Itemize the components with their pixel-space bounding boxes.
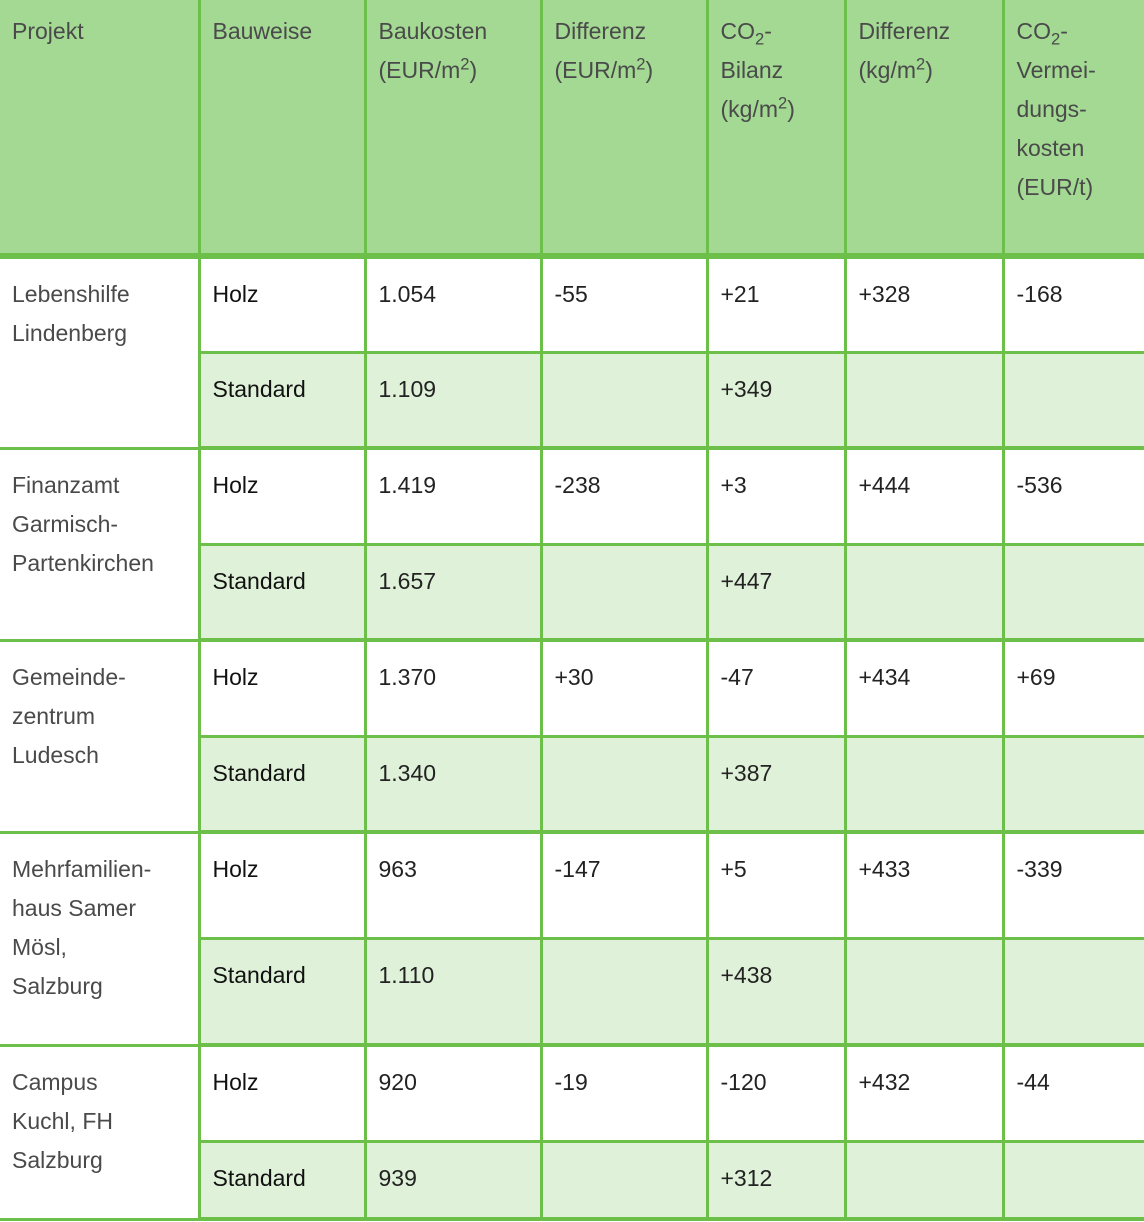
header-vermeidungskosten: $CO_2-$ Vermei- dungs- kosten (EUR/t) xyxy=(1003,0,1144,256)
project-name-line: Mehrfamilien- xyxy=(12,855,152,882)
cell-vermeidung: -536 xyxy=(1003,448,1144,544)
cell-vermeidung xyxy=(1003,544,1144,640)
cell-bauweise: Holz xyxy=(199,832,365,938)
project-name-line: Salzburg xyxy=(12,1146,103,1173)
table-row xyxy=(0,448,1144,544)
cell-differenz-eur xyxy=(541,544,707,640)
cell-co2-bilanz: +438 xyxy=(707,938,845,1045)
cell-vermeidung: -339 xyxy=(1003,832,1144,938)
cell-vermeidung: -44 xyxy=(1003,1045,1144,1141)
cell-differenz-kg xyxy=(845,736,1003,832)
project-name-line: Garmisch- xyxy=(12,510,119,537)
table-body xyxy=(0,256,1144,1219)
cell-co2-bilanz: -120 xyxy=(707,1045,845,1141)
cell-bauweise: Standard xyxy=(199,736,365,832)
cell-differenz-kg: +444 xyxy=(845,448,1003,544)
cell-baukosten: 1.657 xyxy=(365,544,541,640)
cell-bauweise: Holz xyxy=(199,640,365,736)
cell-differenz-kg xyxy=(845,544,1003,640)
cell-differenz-kg xyxy=(845,352,1003,448)
cell-vermeidung xyxy=(1003,352,1144,448)
header-projekt: Projekt xyxy=(0,0,199,256)
header-co2-bilanz: $CO_2-$ Bilanz $(kg/m^2)$ xyxy=(707,0,845,256)
cell-co2-bilanz: +5 xyxy=(707,832,845,938)
project-name-line: zentrum xyxy=(12,702,96,729)
cell-baukosten: 1.340 xyxy=(365,736,541,832)
cell-differenz-kg: +434 xyxy=(845,640,1003,736)
cell-vermeidung xyxy=(1003,938,1144,1045)
table-row xyxy=(0,256,1144,352)
project-name-cell xyxy=(0,640,199,832)
header-differenz-kg: Differenz $(kg/m^2)$ xyxy=(845,0,1003,256)
cell-differenz-eur xyxy=(541,736,707,832)
cell-differenz-eur xyxy=(541,352,707,448)
cell-baukosten: 1.110 xyxy=(365,938,541,1045)
cell-bauweise: Standard xyxy=(199,352,365,448)
cell-co2-bilanz: -47 xyxy=(707,640,845,736)
cell-baukosten: 1.054 xyxy=(365,256,541,352)
cell-differenz-kg: +432 xyxy=(845,1045,1003,1141)
cell-bauweise: Holz xyxy=(199,448,365,544)
header-bauweise: Bauweise xyxy=(199,0,365,256)
cell-co2-bilanz: +312 xyxy=(707,1141,845,1219)
project-name-cell xyxy=(0,1045,199,1219)
project-name-line: Lindenberg xyxy=(12,320,128,346)
project-name-line: Mösl, xyxy=(12,933,67,960)
cell-co2-bilanz: +3 xyxy=(707,448,845,544)
project-name-line: Ludesch xyxy=(12,741,99,768)
cell-differenz-kg: +328 xyxy=(845,256,1003,352)
cell-differenz-eur xyxy=(541,938,707,1045)
table-row xyxy=(0,1045,1144,1141)
project-name-cell xyxy=(0,448,199,640)
cell-baukosten: 1.109 xyxy=(365,352,541,448)
cell-baukosten: 939 xyxy=(365,1141,541,1219)
header-differenz-eur: Differenz $(EUR/m^2)$ xyxy=(541,0,707,256)
project-name-cell xyxy=(0,256,199,448)
cell-vermeidung xyxy=(1003,1141,1144,1219)
project-name-cell xyxy=(0,832,199,1045)
cell-vermeidung: +69 xyxy=(1003,640,1144,736)
cell-co2-bilanz: +447 xyxy=(707,544,845,640)
cell-baukosten: 1.370 xyxy=(365,640,541,736)
cell-differenz-eur: +30 xyxy=(541,640,707,736)
cell-co2-bilanz: +349 xyxy=(707,352,845,448)
project-name-line: Kuchl, FH xyxy=(12,1107,113,1134)
cell-baukosten: 963 xyxy=(365,832,541,938)
cell-differenz-eur: -19 xyxy=(541,1045,707,1141)
cell-vermeidung xyxy=(1003,736,1144,832)
cell-differenz-eur xyxy=(541,1141,707,1219)
cell-bauweise: Holz xyxy=(199,256,365,352)
cell-differenz-kg xyxy=(845,938,1003,1045)
cell-bauweise: Standard xyxy=(199,1141,365,1219)
cell-co2-bilanz: +387 xyxy=(707,736,845,832)
table-row xyxy=(0,640,1144,736)
cell-bauweise: Standard xyxy=(199,938,365,1045)
cell-baukosten: 920 xyxy=(365,1045,541,1141)
project-name-line: Finanzamt xyxy=(12,471,120,498)
header-row xyxy=(0,0,1144,256)
cell-differenz-eur: -147 xyxy=(541,832,707,938)
project-name-line: Partenkirchen xyxy=(12,549,154,576)
cell-differenz-eur: -238 xyxy=(541,448,707,544)
cell-vermeidung: -168 xyxy=(1003,256,1144,352)
cell-co2-bilanz: +21 xyxy=(707,256,845,352)
header-baukosten: Baukosten $(EUR/m^2)$ xyxy=(365,0,541,256)
project-name-line: Campus xyxy=(12,1068,98,1095)
project-name-line: Lebenshilfe xyxy=(12,281,130,307)
project-name-line: Gemeinde- xyxy=(12,663,126,690)
cell-differenz-eur: -55 xyxy=(541,256,707,352)
cell-baukosten: 1.419 xyxy=(365,448,541,544)
project-name-line: haus Samer xyxy=(12,894,137,921)
cell-bauweise: Holz xyxy=(199,1045,365,1141)
cell-differenz-kg xyxy=(845,1141,1003,1219)
table-row xyxy=(0,832,1144,938)
cell-bauweise: Standard xyxy=(199,544,365,640)
project-name-line: Salzburg xyxy=(12,972,103,999)
cell-differenz-kg: +433 xyxy=(845,832,1003,938)
